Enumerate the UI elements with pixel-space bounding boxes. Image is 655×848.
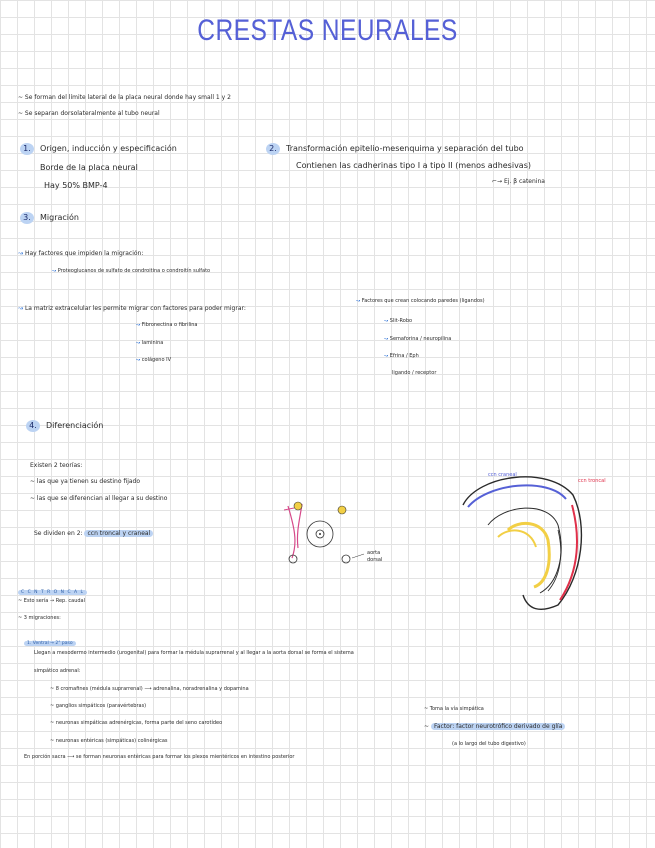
matrix-item-2: ↝ laminina [136,340,164,346]
embryo-label-cranial: ccn craneal [488,472,517,478]
barrier-item-3: ↝ Efrina / Eph [384,353,419,359]
divide-line: Se dividen en 2: ccn troncal y craneal [34,530,153,537]
section-3-heading [20,212,79,224]
factor-note: (a lo largo del tubo digestivo) [452,741,526,747]
ccn-note: ~ Esto sería → Rep. caudal [18,598,85,604]
route-text-2: simpático adrenal: [34,668,81,674]
barrier-item-2: ↝ Semaforina / neuropilina [384,336,452,342]
theory-1: ~ las que ya tienen su destino fijado [30,478,141,485]
route-text: Llegan a mesodermo intermedio (urogenital) para formar la médula suprarrenal y al llegar a la aorta dorsal se forma el sistema [34,650,354,656]
migration-inhibitors: ↝ Hay factores que impiden la migración: [18,250,144,257]
barrier-item-1: ↝ Slit-Robo [384,318,413,324]
barrier-note: ligando / receptor [392,370,437,376]
matrix-item-3: ↝ colágeno IV [136,357,172,363]
section-1-title: Origen, inducción y especificación [40,144,177,153]
page-title: CRESTAS NEURALES [197,14,458,47]
factor-line: ~ Factor: factor neurotrófico derivado de glía [424,723,565,730]
section-1-heading [20,143,177,155]
embryo-diagram [448,465,598,615]
section-2-example: ⌐→ Ej. β catenina [492,178,545,185]
matrix-item-1: ↝ Fibronectina o fibrilina [136,322,198,328]
product-3: ~ neuronas simpáticas adrenérgicas, forma parte del seno carotídeo [50,720,223,726]
intro-line-1: ~ Se forman del límite lateral de la placa neural donde hay small 1 y 2 [18,94,231,101]
embryo-label-trunk: ccn troncal [578,478,606,484]
section-1-number: 1. [20,143,34,155]
divide-highlight: ccn troncal y craneal [84,530,153,537]
theories-title: Existen 2 teorías: [30,462,83,469]
intro-line-2: ~ Se separan dorsolateralmente al tubo neural [18,110,160,117]
section-2-number: 2. [266,143,280,155]
final-line: En porción sacra ⟶ se forman neuronas entéricas para formar los plexos mientéricos en intestino posterior [24,754,295,760]
product-4: ~ neuronas entéricas (simpáticas) colinérgicas [50,738,168,744]
section-1-line-1: Borde de la placa neural [40,163,138,172]
product-2: ~ ganglios simpáticos (paravértebras) [50,703,147,709]
section-2-heading [266,143,524,155]
product-1: ~ 8 cromafines (médula suprarrenal) ⟶ adrenalina, noradrenalina y dopamina [50,686,249,692]
section-2-title: Transformación epitelio-mesenquima y separación del tubo [286,144,524,153]
section-4-number: 4. [26,420,40,432]
section-4-title: Diferenciación [46,421,104,430]
migrations-line: ~ 3 migraciones: [18,615,61,621]
section-1-line-2: Hay 50% BMP-4 [44,181,108,190]
ccn-tag: C C N T R O N C A L [18,578,87,597]
matrix-line: ↝ La matriz extracelular les permite migrar con factores para poder migrar: [18,305,246,312]
theory-2: ~ las que se diferencian al llegar a su destino [30,495,168,502]
section-2-line: Contienen las cadherinas tipo I a tipo II (menos adhesivas) [296,161,531,170]
neural-tube-cross-section-diagram [276,496,386,576]
section-3-title: Migración [40,213,79,222]
section-3-number: 3. [20,212,34,224]
route-tag: 1. Ventral → 2° paso [24,629,76,648]
aorta-label: aorta dorsal [367,550,383,563]
section-4-heading [26,420,103,432]
side-note: ~ Toma la vía simpática [424,706,484,712]
migration-inhibitor-item: ↝ Proteoglucanos de sulfato de condroitina o condroitín sulfato [52,268,211,274]
barrier-line: ↝ Factores que crean colocando paredes (ligandos) [356,298,485,304]
